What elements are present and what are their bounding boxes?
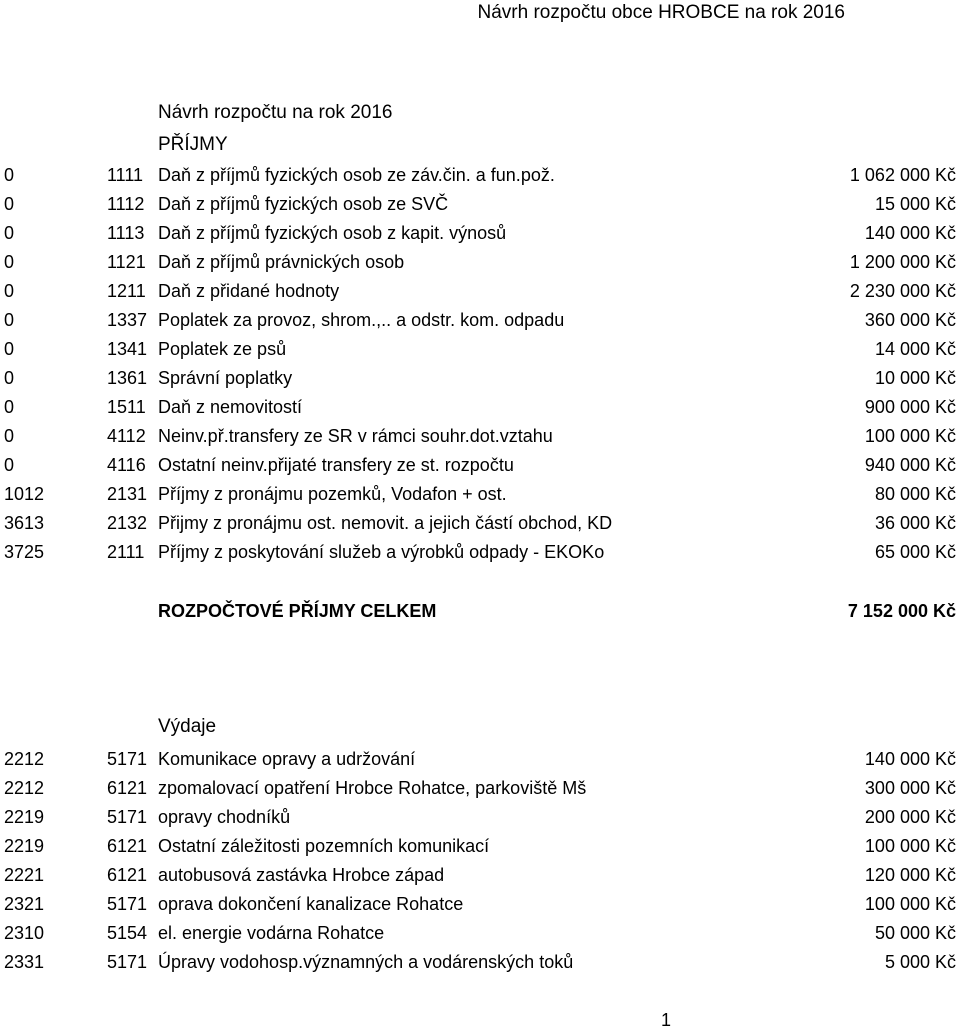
page-header: Návrh rozpočtu obce HROBCE na rok 2016 <box>477 2 845 23</box>
income-total-amount: 7 152 000 Kč <box>847 601 956 621</box>
item-description: Daň z příjmů fyzických osob z kapit. výnosů <box>158 223 507 243</box>
paragraph-code: 2212 <box>3 749 44 769</box>
item-code: 2131 <box>107 484 148 504</box>
income-row <box>0 277 960 306</box>
item-description: Daň z nemovitostí <box>158 397 303 417</box>
expense-row <box>0 890 960 919</box>
income-row <box>0 393 960 422</box>
expense-row <box>0 861 960 890</box>
paragraph-code: 0 <box>3 455 14 475</box>
expense-row <box>0 832 960 861</box>
paragraph-code: 1012 <box>3 484 44 504</box>
income-row <box>0 335 960 364</box>
item-amount: 14 000 Kč <box>874 339 956 359</box>
item-amount: 100 000 Kč <box>864 836 956 856</box>
item-code: 6121 <box>107 836 148 856</box>
item-code: 1341 <box>107 339 148 359</box>
item-code: 6121 <box>107 865 148 885</box>
item-description: Daň z příjmů právnických osob <box>158 252 405 272</box>
paragraph-code: 0 <box>3 281 14 301</box>
item-amount: 900 000 Kč <box>864 397 956 417</box>
income-row <box>0 364 960 393</box>
item-description: oprava dokončení kanalizace Rohatce <box>158 894 464 914</box>
item-amount: 1 062 000 Kč <box>849 165 956 185</box>
item-amount: 1 200 000 Kč <box>849 252 956 272</box>
income-total-label: ROZPOČTOVÉ PŘÍJMY CELKEM <box>158 601 437 621</box>
item-code: 1361 <box>107 368 148 388</box>
item-code: 4116 <box>107 455 146 475</box>
item-amount: 5 000 Kč <box>884 952 956 972</box>
paragraph-code: 0 <box>3 397 14 417</box>
income-row <box>0 422 960 451</box>
expense-row <box>0 948 960 977</box>
item-amount: 300 000 Kč <box>864 778 956 798</box>
income-heading: PŘÍJMY <box>158 134 228 155</box>
expense-row <box>0 803 960 832</box>
income-total-row <box>0 596 960 626</box>
item-amount: 100 000 Kč <box>864 426 956 446</box>
item-code: 2111 <box>107 542 145 562</box>
item-description: Úpravy vodohosp.významných a vodárenských toků <box>158 952 574 972</box>
paragraph-code: 2310 <box>3 923 44 943</box>
paragraph-code: 2331 <box>3 952 44 972</box>
document-title: Návrh rozpočtu na rok 2016 <box>158 102 393 123</box>
income-row <box>0 219 960 248</box>
item-amount: 120 000 Kč <box>864 865 956 885</box>
item-amount: 2 230 000 Kč <box>849 281 956 301</box>
item-description: Správní poplatky <box>158 368 293 388</box>
paragraph-code: 0 <box>3 223 14 243</box>
item-code: 1211 <box>107 281 146 301</box>
item-description: Ostatní záležitosti pozemních komunikací <box>158 836 490 856</box>
item-amount: 100 000 Kč <box>864 894 956 914</box>
item-description: autobusová zastávka Hrobce západ <box>158 865 445 885</box>
item-description: Poplatek ze psů <box>158 339 287 359</box>
item-description: Daň z příjmů fyzických osob ze SVČ <box>158 194 449 214</box>
item-code: 2132 <box>107 513 148 533</box>
item-description: Komunikace opravy a udržování <box>158 749 416 769</box>
item-amount: 65 000 Kč <box>874 542 956 562</box>
item-code: 5171 <box>107 807 148 827</box>
paragraph-code: 0 <box>3 368 14 388</box>
item-description: Příjmy z pronájmu pozemků, Vodafon + ost. <box>158 484 507 504</box>
item-amount: 360 000 Kč <box>864 310 956 330</box>
item-description: Daň z příjmů fyzických osob ze záv.čin. a fun.pož. <box>158 165 555 185</box>
item-amount: 80 000 Kč <box>874 484 956 504</box>
item-description: zpomalovací opatření Hrobce Rohatce, parkoviště Mš <box>158 778 587 798</box>
expense-row <box>0 919 960 948</box>
income-row <box>0 480 960 509</box>
item-amount: 200 000 Kč <box>864 807 956 827</box>
paragraph-code: 3725 <box>3 542 44 562</box>
item-amount: 140 000 Kč <box>864 223 956 243</box>
item-description: Daň z přidané hodnoty <box>158 281 340 301</box>
income-row <box>0 509 960 538</box>
income-row <box>0 538 960 567</box>
item-description: Příjmy z poskytování služeb a výrobků odpady - EKOKo <box>158 542 605 562</box>
paragraph-code: 0 <box>3 310 14 330</box>
item-code: 1112 <box>107 194 145 214</box>
expense-row <box>0 774 960 803</box>
paragraph-code: 2219 <box>3 836 44 856</box>
paragraph-code: 0 <box>3 252 14 272</box>
page-number: 1 <box>661 1010 672 1030</box>
expense-row <box>0 745 960 774</box>
expenses-heading: Výdaje <box>158 716 217 737</box>
item-amount: 50 000 Kč <box>874 923 956 943</box>
item-code: 5171 <box>107 952 148 972</box>
item-description: opravy chodníků <box>158 807 291 827</box>
paragraph-code: 3613 <box>3 513 44 533</box>
item-description: Neinv.př.transfery ze SR v rámci souhr.dot.vztahu <box>158 426 553 446</box>
item-description: Přijmy z pronájmu ost. nemovit. a jejich částí obchod, KD <box>158 513 613 533</box>
paragraph-code: 2219 <box>3 807 44 827</box>
item-code: 1121 <box>107 252 146 272</box>
paragraph-code: 2212 <box>3 778 44 798</box>
item-code: 5171 <box>107 749 148 769</box>
item-amount: 140 000 Kč <box>864 749 956 769</box>
item-amount: 10 000 Kč <box>874 368 956 388</box>
paragraph-code: 2321 <box>3 894 44 914</box>
item-description: el. energie vodárna Rohatce <box>158 923 385 943</box>
item-code: 1113 <box>107 223 145 243</box>
paragraph-code: 0 <box>3 339 14 359</box>
item-amount: 15 000 Kč <box>874 194 956 214</box>
item-code: 1337 <box>107 310 148 330</box>
paragraph-code: 2221 <box>3 865 44 885</box>
item-code: 1511 <box>107 397 146 417</box>
item-amount: 940 000 Kč <box>864 455 956 475</box>
item-code: 1111 <box>107 165 144 185</box>
paragraph-code: 0 <box>3 194 14 214</box>
item-code: 5171 <box>107 894 148 914</box>
item-code: 6121 <box>107 778 148 798</box>
item-code: 5154 <box>107 923 148 943</box>
income-row <box>0 306 960 335</box>
income-row <box>0 161 960 190</box>
item-description: Poplatek za provoz, shrom.,.. a odstr. kom. odpadu <box>158 310 565 330</box>
item-amount: 36 000 Kč <box>874 513 956 533</box>
item-description: Ostatní neinv.přijaté transfery ze st. rozpočtu <box>158 455 514 475</box>
item-code: 4112 <box>107 426 146 446</box>
paragraph-code: 0 <box>3 165 14 185</box>
income-row <box>0 248 960 277</box>
income-row <box>0 190 960 219</box>
income-row <box>0 451 960 480</box>
paragraph-code: 0 <box>3 426 14 446</box>
